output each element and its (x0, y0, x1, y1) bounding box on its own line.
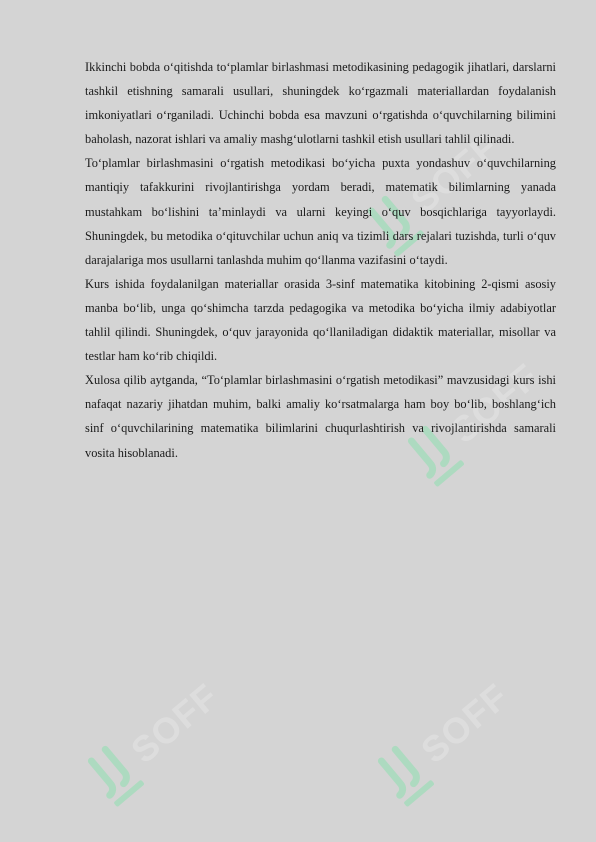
watermark-text: SOFF (413, 675, 517, 772)
watermark-text: SOFF (443, 355, 547, 452)
watermark-text: SOFF (123, 675, 227, 772)
watermark-text: SOFF (403, 125, 507, 222)
paragraph-conclusion: Xulosa qilib aytganda, “To‘plamlar birlashmasini o‘rgatish metodikasi” mavzusidagi kurs ishi nafaqat nazariy jihatdan muhim, balki amaliy ko‘rsatmalarga ham boy bo‘lib, boshlang‘ich sinf o‘quvchilarining matematika bilimlarini chuqurlashtirish va rivojlantirishda samarali vosita hisoblanadi. (85, 373, 556, 460)
document-body (85, 55, 556, 465)
watermark-bottom-right (363, 658, 537, 822)
watermark-bottom-left (73, 658, 247, 822)
paragraph-sources: Kurs ishida foydalanilgan materiallar orasida 3-sinf matematika kitobining 2-qismi asosiy manba bo‘lib, unga qo‘shimcha tarzda pedagogika va metodika bo‘yicha ilmiy adabiyotlar tahlil qilindi. Shuningdek, o‘quv jarayonida qo‘llaniladigan didaktik materiallar, misollar va testlar ham ko‘rib chiqildi. (85, 276, 556, 364)
paragraph-methodology-importance: To‘plamlar birlashmasini o‘rgatish metodikasi bo‘yicha puxta yondashuv o‘quvchilarning mantiqiy tafakkurini rivojlantirishga yordam beradi, matematik bilimlarning yanada mustahkam bo‘lishini ta’minlaydi va ularni keyingi o‘quv bosqichlariga tayyorlaydi. Shuningdek, bu metodika o‘qituvchilar uchun aniq va tizimli dars rejalari tuzishda, turli o‘quv darajalariga mos usullarni tanlashda muhim qo‘llanma vazifasini o‘taydi. (85, 156, 556, 267)
paragraph-chapter-two-summary: Ikkinchi bobda o‘qitishda to‘plamlar birlashmasi metodikasining pedagogik jihatlari, darslarni tashkil etishning samarali usullari, shuningdek ko‘rgazmali materiallardan foydalanish imkoniyatlari o‘rganiladi. Uchinchi bobda esa mavzuni o‘rgatishda o‘quvchilarning bilimini baholash, nazorat ishlari va amaliy mashg‘ulotlarni tashkil etish usullari tahlil qilinadi. (85, 60, 556, 147)
